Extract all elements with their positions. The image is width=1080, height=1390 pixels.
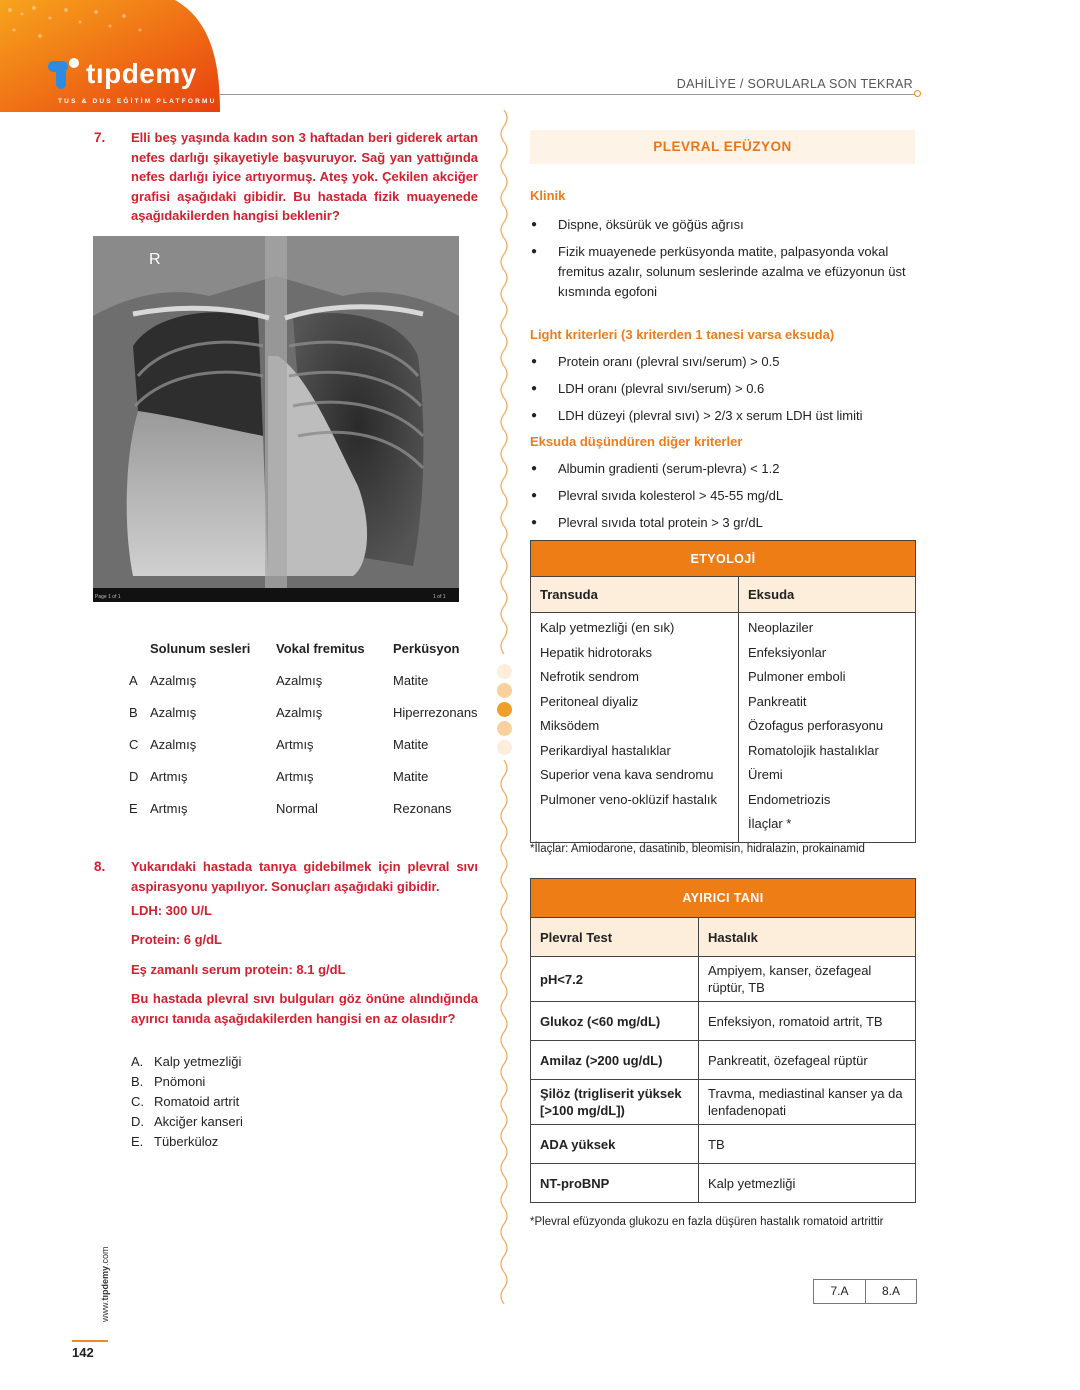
answer-key-item: 8.A xyxy=(865,1280,916,1303)
q8-option-b[interactable] xyxy=(131,1074,205,1089)
exudate-criteria-heading: Eksuda düşündüren diğer kriterler xyxy=(530,434,743,449)
option-sounds: Azalmış xyxy=(150,705,197,720)
option-percussion: Matite xyxy=(393,769,429,784)
exudate-criteria-item: ● Plevral sıvıda kolesterol > 45-55 mg/dL xyxy=(530,486,915,506)
brand-logo-icon xyxy=(48,58,80,90)
q8-option-a[interactable] xyxy=(131,1054,241,1069)
table-row xyxy=(531,1164,916,1203)
list-item: Nefrotik sendrom xyxy=(540,669,639,684)
q7-column-header-fremitus: Vokal fremitus xyxy=(276,641,365,656)
differential-table-title: AYIRICI TANI xyxy=(531,879,916,918)
list-item: Kalp yetmezliği (en sık) xyxy=(540,620,675,635)
option-sounds: Artmış xyxy=(150,801,188,816)
option-text: Romatoid artrit xyxy=(154,1094,240,1109)
option-fremitus: Azalmış xyxy=(276,673,323,688)
option-sounds: Artmış xyxy=(150,769,188,784)
light-criteria-heading: Light kriterleri (3 kriterden 1 tanesi varsa eksuda) xyxy=(530,327,835,342)
option-percussion: Rezonans xyxy=(393,801,452,816)
list-item: Hepatik hidrotoraks xyxy=(540,644,652,660)
option-sounds: Azalmış xyxy=(150,673,197,688)
test-cell: pH<7.2 xyxy=(531,957,699,1002)
option-percussion: Matite xyxy=(393,673,429,688)
brand-tagline: TUS & DUS EĞİTİM PLATFORMU xyxy=(58,98,217,105)
q7-column-header-sounds: Solunum sesleri xyxy=(150,641,251,656)
option-sounds: Azalmış xyxy=(150,737,197,752)
option-letter: E. xyxy=(131,1134,144,1149)
q8-option-d[interactable] xyxy=(131,1114,243,1129)
header-rule xyxy=(220,94,917,95)
list-item: Pankreatit xyxy=(748,693,807,709)
list-item: Endometriozis xyxy=(748,791,831,807)
q8-number: 8. xyxy=(94,859,106,874)
disease-cell: Kalp yetmezliği xyxy=(699,1164,916,1203)
table-row xyxy=(531,1041,916,1080)
table-row xyxy=(531,1002,916,1041)
list-item: Pulmoner veno-oklüzif hastalık xyxy=(540,791,718,807)
option-letter: C xyxy=(129,737,139,752)
q7-column-header-percussion: Perküsyon xyxy=(393,641,460,656)
answer-key-item: 7.A xyxy=(830,1284,849,1298)
xray-side-marker: R xyxy=(149,251,161,268)
light-criteria-item: ● Protein oranı (plevral sıvı/serum) > 0.5 xyxy=(530,352,915,372)
test-cell: Glukoz (<60 mg/dL) xyxy=(531,1002,699,1041)
etiology-footnote: *İlaçlar: Amiodarone, dasatinib, bleomisin, hidralazin, prokainamid xyxy=(530,843,865,855)
decor-circle xyxy=(497,683,512,698)
decor-circle xyxy=(497,740,512,755)
disease-cell: Enfeksiyon, romatoid artrit, TB xyxy=(699,1002,916,1041)
option-letter: B xyxy=(129,705,138,720)
table-row xyxy=(531,957,916,1002)
list-item: Üremi xyxy=(748,767,783,782)
light-criteria-item: ● LDH oranı (plevral sıvı/serum) > 0.6 xyxy=(530,379,915,399)
disease-cell: Ampiyem, kanser, özefageal rüptür, TB xyxy=(699,957,916,1002)
list-item: Miksödem xyxy=(540,718,600,733)
page-number-rule xyxy=(72,1340,108,1342)
etiology-col-exudate: Eksuda xyxy=(739,577,916,613)
light-criteria-item: ● LDH düzeyi (plevral sıvı) > 2/3 x serum LDH üst limiti xyxy=(530,406,915,426)
header-corner-decoration xyxy=(0,0,220,112)
disease-cell: TB xyxy=(699,1125,916,1164)
exudate-list xyxy=(739,613,916,843)
option-fremitus: Normal xyxy=(276,801,318,816)
disease-cell: Travma, mediastinal kanser ya da lenfadenopati xyxy=(699,1080,916,1125)
page-section-title: DAHİLİYE / SORULARLA SON TEKRAR xyxy=(676,77,913,91)
test-cell: ADA yüksek xyxy=(531,1125,699,1164)
table-row xyxy=(531,1125,916,1164)
option-letter: C. xyxy=(131,1094,144,1109)
list-item: Romatolojik hastalıklar xyxy=(748,742,879,758)
page-number: 142 xyxy=(72,1345,94,1360)
etiology-table-title: ETYOLOJİ xyxy=(531,541,916,577)
klinik-item: ● Dispne, öksürük ve göğüs ağrısı xyxy=(530,215,915,235)
option-letter: A. xyxy=(131,1054,144,1069)
test-cell: NT-proBNP xyxy=(531,1164,699,1203)
option-letter: D. xyxy=(131,1114,144,1129)
differential-col-disease: Hastalık xyxy=(699,918,916,957)
list-item: Pulmoner emboli xyxy=(748,669,846,684)
etiology-col-transudate: Transuda xyxy=(531,577,739,613)
option-text: Akciğer kanseri xyxy=(154,1114,243,1129)
disease-cell: Pankreatit, özefageal rüptür xyxy=(699,1041,916,1080)
exudate-criteria-item: ● Plevral sıvıda total protein > 3 gr/dL xyxy=(530,513,915,533)
test-cell: Şilöz (trigliserit yüksek [>100 mg/dL]) xyxy=(531,1080,699,1125)
table-row xyxy=(531,1080,916,1125)
option-fremitus: Artmış xyxy=(276,769,314,784)
decor-circle xyxy=(497,702,512,717)
q8-option-c[interactable] xyxy=(131,1094,239,1109)
header-rule-dot xyxy=(914,90,921,97)
list-item: Peritoneal diyaliz xyxy=(540,693,639,709)
option-letter: A xyxy=(129,673,138,688)
q8-option-e[interactable] xyxy=(131,1134,218,1149)
list-item: Özofagus perforasyonu xyxy=(748,718,884,733)
q8-serum-protein: Eş zamanlı serum protein: 8.1 g/dL xyxy=(131,962,346,977)
list-item: Superior vena kava sendromu xyxy=(540,767,714,782)
option-text: Pnömoni xyxy=(154,1074,206,1089)
option-letter: D xyxy=(129,769,139,784)
section-title: PLEVRAL EFÜZYON xyxy=(530,130,915,164)
list-item: İlaçlar * xyxy=(748,816,792,831)
q8-ldh: LDH: 300 U/L xyxy=(131,903,212,918)
q8-text: Yukarıdaki hastada tanıya gidebilmek için plevral sıvı aspirasyonu yapılıyor. Sonuçları aşağıdaki gibidir. xyxy=(131,859,478,894)
brand-name: tıpdemy xyxy=(86,58,197,89)
option-letter: B. xyxy=(131,1074,144,1089)
xray-caption-right: 1 of 1 xyxy=(433,594,446,600)
option-percussion: Hiperrezonans xyxy=(393,705,478,720)
answer-key xyxy=(813,1279,917,1304)
differential-table xyxy=(530,878,916,1203)
klinik-heading: Klinik xyxy=(530,188,566,203)
exudate-criteria-item: ● Albumin gradienti (serum-plevra) < 1.2 xyxy=(530,459,915,479)
etiology-table xyxy=(530,540,916,843)
q7-text: Elli beş yaşında kadın son 3 haftadan beri giderek artan nefes darlığı şikayetiyle başvuruyor. Sağ yan yattığında nefes darlığı iyice artıyormuş. Ateş yok. Çekilen akciğer grafisi aşağıdaki gibidir. Bu hastada fizik muayenede aşağıdakilerden hangisi beklenir? xyxy=(131,130,478,224)
list-item: Perikardiyal hastalıklar xyxy=(540,742,671,758)
website-url: www.tıpdemy.com xyxy=(100,1246,110,1322)
option-percussion: Matite xyxy=(393,737,429,752)
transudate-list xyxy=(531,613,739,843)
chest-xray-image xyxy=(93,236,459,602)
option-fremitus: Artmış xyxy=(276,737,314,752)
decor-circle xyxy=(497,664,512,679)
option-fremitus: Azalmış xyxy=(276,705,323,720)
brand-logo xyxy=(48,58,197,90)
q8-question: Bu hastada plevral sıvı bulguları göz önüne alındığında ayırıcı tanıda aşağıdakilerden hangisi en az olasıdır? xyxy=(131,991,478,1026)
xray-caption-left: Page 1 of 1 xyxy=(95,594,121,600)
option-letter: E xyxy=(129,801,138,816)
q8-protein: Protein: 6 g/dL xyxy=(131,932,222,947)
decor-circle xyxy=(497,721,512,736)
list-item: Neoplaziler xyxy=(748,620,814,635)
differential-col-test: Plevral Test xyxy=(531,918,699,957)
test-cell: Amilaz (>200 ug/dL) xyxy=(531,1041,699,1080)
option-text: Tüberküloz xyxy=(154,1134,219,1149)
differential-footnote: *Plevral efüzyonda glukozu en fazla düşüren hastalık romatoid artrittir xyxy=(530,1216,884,1228)
list-item: Enfeksiyonlar xyxy=(748,644,827,660)
klinik-item: ● Fizik muayenede perküsyonda matite, palpasyonda vokal fremitus azalır, solunum seslerinde azalma ve efüzyonun üst kısmında egofoni xyxy=(530,242,915,302)
q7-number: 7. xyxy=(94,130,106,145)
option-text: Kalp yetmezliği xyxy=(154,1054,242,1069)
